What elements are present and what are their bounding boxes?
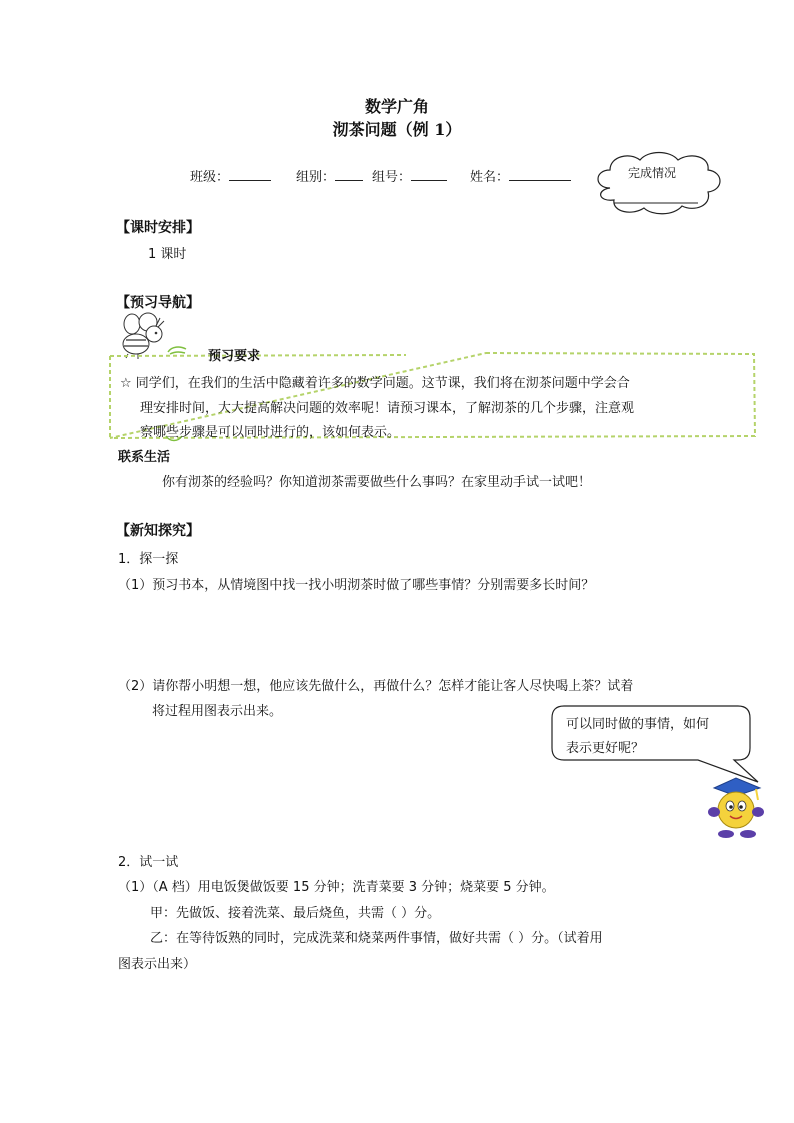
speech-bubble-line-2: 表示更好呢？ <box>566 741 645 756</box>
mascot-icon <box>700 776 768 840</box>
completion-label: 完成情况 <box>628 166 677 180</box>
try-line-1: （1）（A 档）用电饭煲做饭要 15 分钟；洗青菜要 3 分钟；烧菜要 5 分钟。 <box>118 880 555 895</box>
explore-question-2-line-1: （2）请你帮小明想一想，他应该先做什么，再做什么？怎样才能让客人尽快喝上茶？试着 <box>118 679 634 694</box>
try-line-2: 甲：先做饭、接着洗菜、最后烧鱼，共需（ ）分。 <box>150 906 441 921</box>
speech-bubble-line-1: 可以同时做的事情，如何 <box>566 717 710 732</box>
group-field[interactable] <box>296 166 363 185</box>
group-no-field[interactable] <box>372 166 447 185</box>
preview-line-3: 察哪些步骤是可以同时进行的，该如何表示。 <box>140 425 401 440</box>
schedule-content: 1 课时 <box>148 247 187 262</box>
group-no-blank[interactable] <box>411 168 447 181</box>
page-subtitle: 沏茶问题（例 1） <box>332 120 462 139</box>
preview-line-2: 理安排时间，大大提高解决问题的效率呢！请预习课本，了解沏茶的几个步骤，注意观 <box>140 401 635 416</box>
group-label: 组别： <box>296 170 336 185</box>
name-field[interactable] <box>470 166 571 185</box>
name-blank[interactable] <box>509 168 571 181</box>
preview-heading: 【预习导航】 <box>116 295 200 311</box>
explore-item-2-title: 2．试一试 <box>118 855 179 870</box>
try-line-3: 乙：在等待饭熟的同时，完成洗菜和烧菜两件事情，做好共需（ ）分。（试着用 <box>150 931 603 946</box>
preview-line-1 <box>120 372 630 391</box>
class-label: 班级： <box>190 170 230 185</box>
life-heading: 联系生活 <box>118 450 171 465</box>
group-blank[interactable] <box>335 168 363 181</box>
name-label: 姓名： <box>470 170 510 185</box>
explore-question-2-line-2: 将过程用图表示出来。 <box>152 704 283 719</box>
page-title: 数学广角 <box>364 97 429 116</box>
completion-cloud-shape <box>590 148 726 220</box>
explore-question-1: （1）预习书本，从情境图中找一找小明沏茶时做了哪些事情？分别需要多长时间？ <box>118 578 595 593</box>
life-content: 你有沏茶的经验吗？你知道沏茶需要做些什么事吗？在家里动手试一试吧！ <box>162 475 592 490</box>
preview-box-title: 预习要求 <box>208 349 261 364</box>
class-blank[interactable] <box>229 168 271 181</box>
try-line-4: 图表示出来） <box>118 957 197 972</box>
explore-item-1-title: 1．探一探 <box>118 552 179 567</box>
class-field[interactable] <box>190 166 271 185</box>
explore-heading: 【新知探究】 <box>116 523 200 539</box>
group-no-label: 组号： <box>372 170 412 185</box>
preview-line-1-text: 同学们，在我们的生活中隐藏着许多的数学问题。这节课，我们将在沏茶问题中学会合 <box>135 376 630 391</box>
schedule-heading: 【课时安排】 <box>116 220 200 236</box>
star-icon: ☆ <box>120 376 132 391</box>
